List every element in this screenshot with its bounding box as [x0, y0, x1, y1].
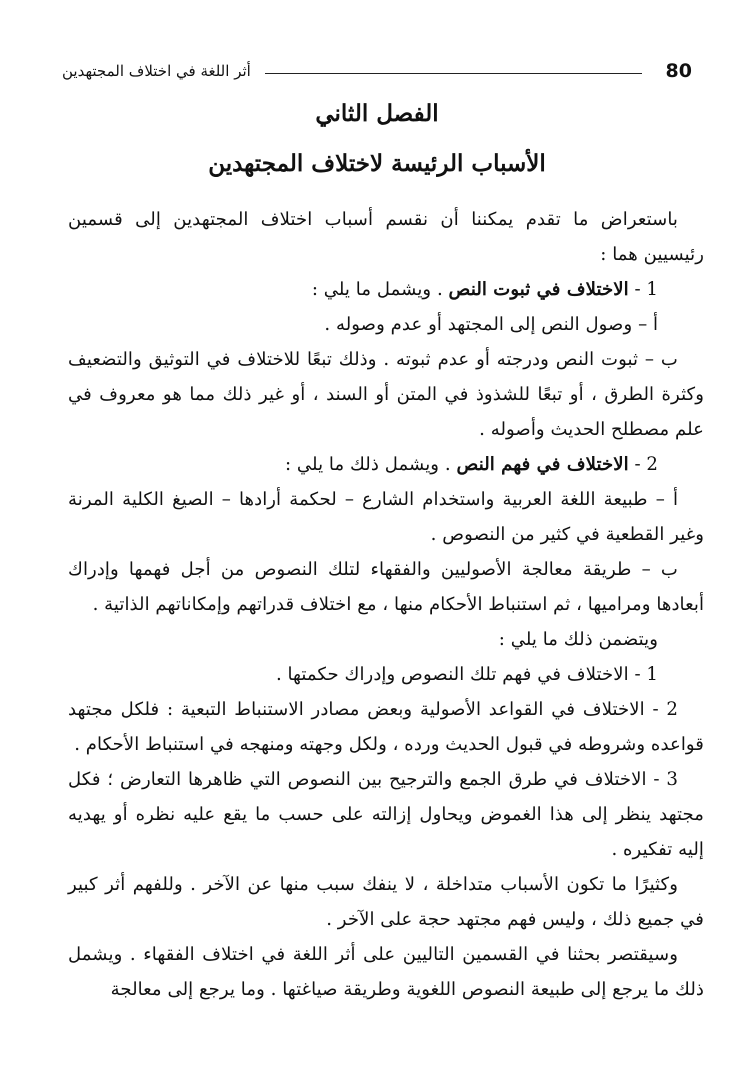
item-1-heading	[68, 272, 704, 307]
page-number: 80	[665, 60, 692, 82]
scope-paragraph: وسيقتصر بحثنا في القسمين التاليين على أثر اللغة في اختلاف الفقهاء . ويشمل ذلك ما يرجع إلى طبيعة النصوص اللغوية وطريقة صياغتها . وما يرجع إلى معالجة	[68, 944, 704, 1000]
body-text	[68, 202, 704, 1007]
item-2-rest: . ويشمل ذلك ما يلي :	[284, 454, 457, 475]
header-rule	[265, 73, 642, 74]
item-1-a: أ – وصول النص إلى المجتهد أو عدم وصوله .	[324, 314, 658, 335]
includes-line: ويتضمن ذلك ما يلي :	[498, 629, 658, 650]
overlap-paragraph: وكثيرًا ما تكون الأسباب متداخلة ، لا ينفك سبب منها عن الآخر . وللفهم أثر كبير في جميع ذلك ، وليس فهم مجتهد حجة على الآخر .	[68, 874, 704, 930]
item-1-rest: . ويشمل ما يلي :	[311, 279, 449, 300]
page-header	[62, 56, 692, 86]
sub-item-1: 1 - الاختلاف في فهم تلك النصوص وإدراك حكمتها .	[275, 664, 658, 685]
item-1-b: ب – ثبوت النص ودرجته أو عدم ثبوته . وذلك تبعًا للاختلاف في التوثيق والتضعيف وكثرة الطرق ، أو تبعًا للشذوذ في المتن أو السند ، أو غير ذلك مما هو معروف في علم مصطلح الحديث وأصوله .	[68, 349, 704, 440]
item-2-heading	[68, 447, 704, 482]
item-1-number: 1 -	[628, 279, 658, 300]
sub-item-3: 3 - الاختلاف في طرق الجمع والترجيح بين النصوص التي ظاهرها التعارض ؛ فكل مجتهد ينظر إلى هذا الغموض ويحاول إزالته على حسب ما يقع عليه نظره أو يهديه إليه تفكيره .	[68, 769, 704, 860]
item-2-b: ب – طريقة معالجة الأصوليين والفقهاء لتلك النصوص من أجل فهمها وإدراك أبعادها ومراميها ، ثم استنباط الأحكام منها ، مع اختلاف قدراتهم وإمكاناتهم الذاتية .	[68, 559, 704, 615]
item-2-a: أ – طبيعة اللغة العربية واستخدام الشارع – لحكمة أرادها – الصيغ الكلية المرنة وغير القطعية في كثير من النصوص .	[68, 489, 704, 545]
section-title: الأسباب الرئيسة لاختلاف المجتهدين	[208, 150, 546, 177]
item-2-number: 2 -	[628, 454, 658, 475]
sub-item-2: 2 - الاختلاف في القواعد الأصولية وبعض مصادر الاستنباط التبعية : فلكل مجتهد قواعده وشروطه في قبول الحديث ورده ، ولكل وجهته ومنهجه في استنباط الأحكام .	[68, 699, 704, 755]
chapter-title: الفصل الثاني	[315, 100, 439, 127]
item-2-title: الاختلاف في فهم النص	[456, 454, 629, 475]
intro-paragraph: باستعراض ما تقدم يمكننا أن نقسم أسباب اختلاف المجتهدين إلى قسمين رئيسيين هما :	[68, 209, 704, 265]
running-title: أثر اللغة في اختلاف المجتهدين	[62, 62, 251, 80]
item-1-title: الاختلاف في ثبوت النص	[448, 279, 629, 300]
